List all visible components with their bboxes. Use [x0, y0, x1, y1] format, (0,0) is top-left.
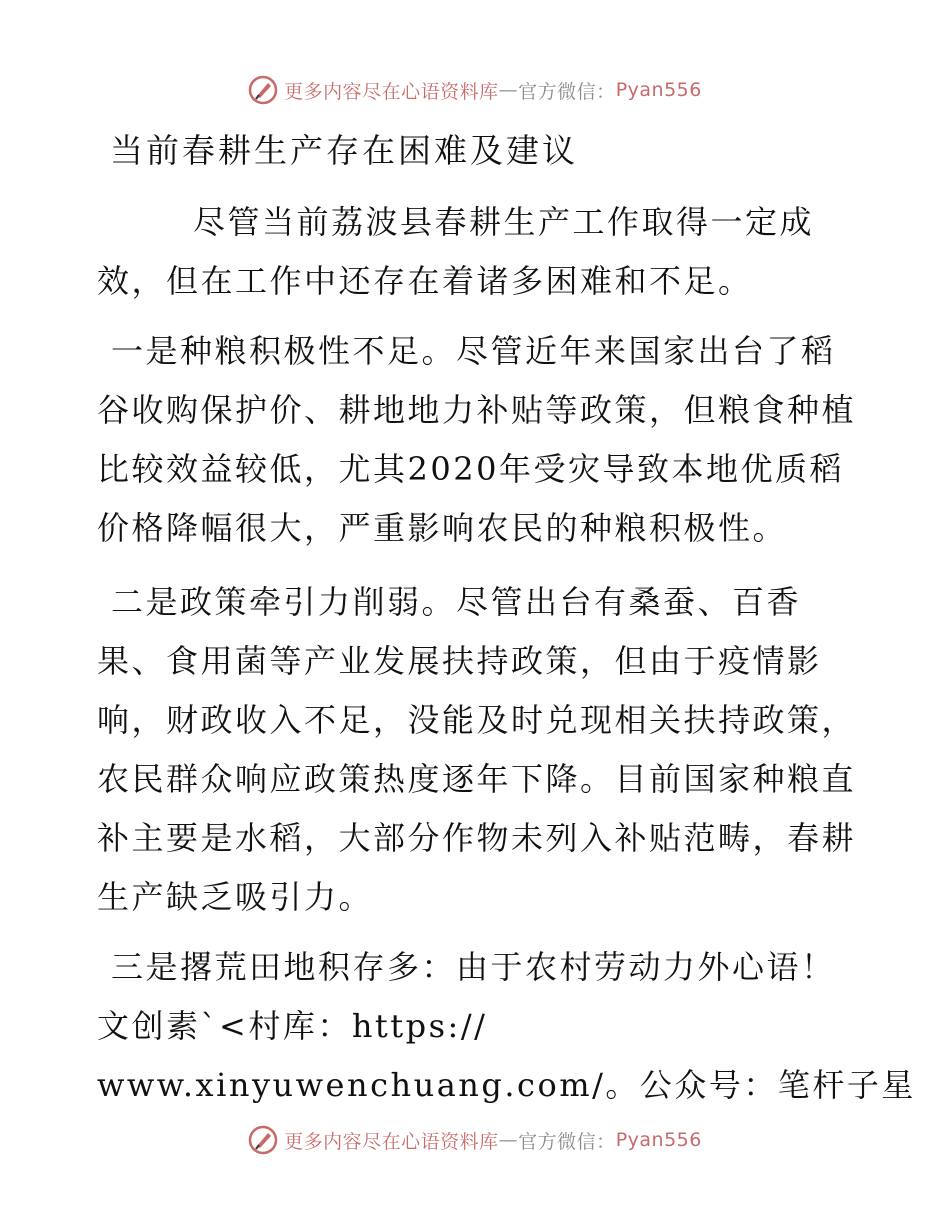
point-three-line-3: www.xinyuwenchuang.com/。公众号：笔杆子星 [97, 1066, 916, 1104]
point-one-line-2: 谷收购保护价、耕地地力补贴等政策，但粮食种植 [97, 391, 857, 429]
point-two-line-5: 补主要是水稻，大部分作物未列入补贴范畴，春耕 [97, 819, 857, 857]
point-three-line-2: 文创素`<村库：https:// [97, 1007, 488, 1045]
watermark-wechat-label: 官方微信： [518, 1130, 616, 1153]
watermark-dash: — [498, 79, 519, 101]
point-one-paragraph [97, 322, 857, 558]
point-three-line-1: 三是撂荒田地积存多：由于农村劳动力外心语！ [111, 948, 836, 986]
intro-line-1: 尽管当前荔波县春耕生产工作取得一定成 [193, 203, 815, 241]
watermark-dash: — [498, 1129, 519, 1151]
point-two-line-2: 果、食用菌等产业发展扶持政策，但由于疫情影 [97, 642, 822, 680]
point-two-line-4: 农民群众响应政策热度逐年下降。目前国家种粮直 [97, 760, 857, 798]
point-three-paragraph [97, 938, 916, 1115]
intro-line-2: 效，但在工作中还存在着诸多困难和不足。 [97, 262, 753, 300]
point-two-line-1: 二是政策牵引力削弱。尽管出台有桑蚕、百香 [111, 583, 802, 621]
watermark-wechat-label: 官方微信： [518, 80, 616, 103]
point-two-paragraph [97, 573, 857, 927]
point-one-line-3: 比较效益较低，尤其2020年受灾导致本地优质稻 [97, 450, 844, 488]
document-title: 当前春耕生产存在困难及建议 [110, 131, 578, 170]
watermark-text: 更多内容尽在心语资料库 [284, 1130, 499, 1153]
watermark-text: 更多内容尽在心语资料库 [284, 80, 499, 103]
footer-watermark-banner [0, 1120, 950, 1160]
watermark-wechat-id: Pyan556 [615, 1129, 702, 1151]
header-watermark-banner [0, 70, 950, 110]
intro-paragraph [97, 193, 857, 311]
quill-logo-icon [248, 1125, 278, 1155]
point-one-line-1: 一是种粮积极性不足。尽管近年来国家出台了稻 [111, 332, 836, 370]
point-two-line-6: 生产缺乏吸引力。 [97, 878, 374, 916]
point-one-line-4: 价格降幅很大，严重影响农民的种粮积极性。 [97, 509, 788, 547]
point-two-line-3: 响，财政收入不足，没能及时兑现相关扶持政策， [97, 701, 857, 739]
watermark-wechat-id: Pyan556 [615, 79, 702, 101]
quill-logo-icon [248, 75, 278, 105]
